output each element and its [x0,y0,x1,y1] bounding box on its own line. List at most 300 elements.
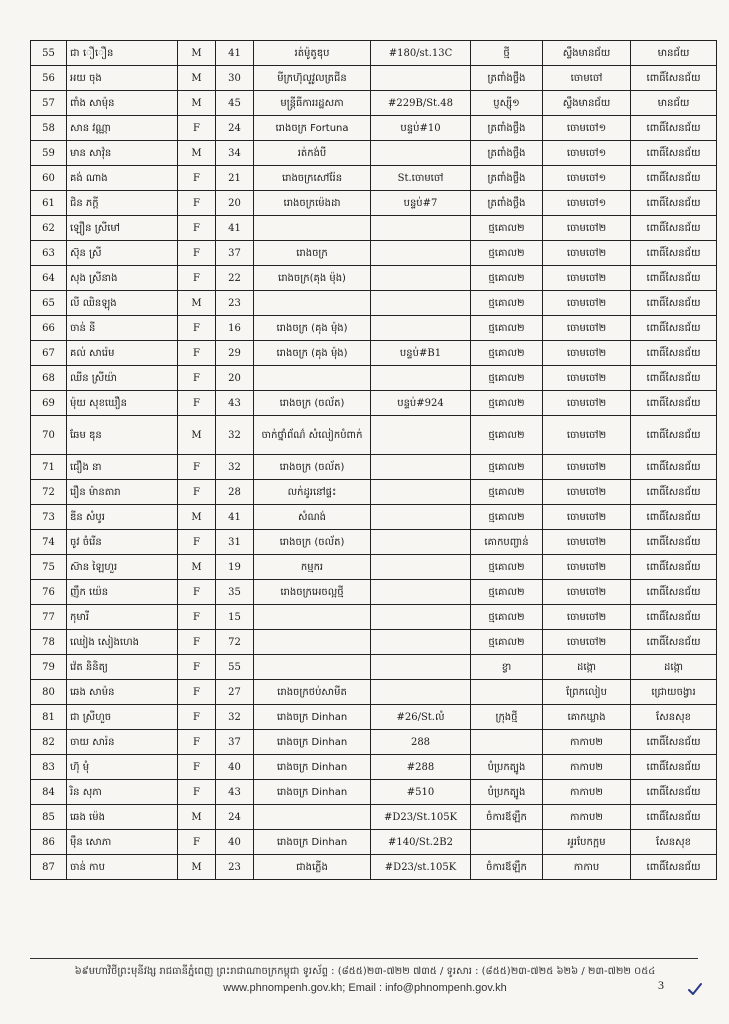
cell-district: ពោធិ៍សែនជ័យ [631,341,717,366]
cell-occupation: រោងចក្រ (ចល័ត) [254,391,371,416]
cell-age: 32 [216,416,254,455]
checkmark-icon [688,982,702,996]
cell-age: 20 [216,366,254,391]
cell-house-number [371,366,471,391]
cell-sex: M [178,555,216,580]
table-row [31,605,717,630]
cell-village: ថ្មគោល២ [471,416,543,455]
cell-row-number: 73 [31,505,67,530]
cell-district: ពោធិ៍សែនជ័យ [631,291,717,316]
cell-row-number: 81 [31,705,67,730]
cell-row-number: 78 [31,630,67,655]
cell-commune: ចោមចៅ [543,66,631,91]
cell-house-number [371,241,471,266]
cell-resident-name: ចូវ ចំរើន [67,530,178,555]
cell-resident-name: កុមារី [67,605,178,630]
cell-district: ពោធិ៍សែនជ័យ [631,316,717,341]
cell-district: ពោធិ៍សែនជ័យ [631,141,717,166]
cell-resident-name: ម៉ឹន សោភា [67,830,178,855]
cell-commune: ចោមចៅ១ [543,116,631,141]
cell-house-number [371,291,471,316]
cell-row-number: 56 [31,66,67,91]
cell-row-number: 55 [31,41,67,66]
cell-village: ថ្មគោល២ [471,455,543,480]
cell-resident-name: ជា ស្រីហួច [67,705,178,730]
cell-house-number: បន្ទប់#7 [371,191,471,216]
table-row [31,805,717,830]
cell-age: 28 [216,480,254,505]
cell-district: ពោធិ៍សែនជ័យ [631,266,717,291]
table-row [31,680,717,705]
cell-resident-name: ចាន់ កាប [67,855,178,880]
cell-row-number: 71 [31,455,67,480]
cell-resident-name: លី ឈិនឡុង [67,291,178,316]
cell-district: ពោធិ៍សែនជ័យ [631,66,717,91]
cell-resident-name: ឌីន សំបូរ [67,505,178,530]
cell-village [471,830,543,855]
cell-resident-name: មាន សាវ៉ុន [67,141,178,166]
cell-village: បំប្រកត្បូង [471,755,543,780]
cell-commune: ចោមចៅ២ [543,266,631,291]
cell-sex: M [178,41,216,66]
cell-row-number: 60 [31,166,67,191]
cell-village: ថ្មគោល២ [471,605,543,630]
cell-occupation: រោងចក្រ (គុង ម៉ុង) [254,341,371,366]
cell-commune: ចោមចៅ២ [543,391,631,416]
cell-village: ត្រពាំងថ្លឹង [471,191,543,216]
table-row [31,730,717,755]
cell-house-number: #180/st.13C [371,41,471,66]
cell-village: ខ្វា [471,655,543,680]
cell-row-number: 66 [31,316,67,341]
cell-age: 43 [216,391,254,416]
cell-commune: ចោមចៅ២ [543,366,631,391]
cell-sex: F [178,391,216,416]
cell-commune: ចោមចៅ២ [543,505,631,530]
cell-commune: កាកាប២ [543,730,631,755]
cell-commune: ដង្កោ [543,655,631,680]
cell-occupation: រោងចក្រ Dinhan [254,830,371,855]
cell-house-number: #288 [371,755,471,780]
cell-row-number: 69 [31,391,67,416]
cell-village: បំប្រកត្បូង [471,780,543,805]
cell-district: ពោធិ៍សែនជ័យ [631,166,717,191]
table-row [31,655,717,680]
cell-commune: ចោមចៅ២ [543,416,631,455]
cell-row-number: 67 [31,341,67,366]
cell-resident-name: ចាយ សារ៉ន [67,730,178,755]
cell-sex: M [178,141,216,166]
cell-district: ពោធិ៍សែនជ័យ [631,416,717,455]
table-row [31,705,717,730]
cell-row-number: 79 [31,655,67,680]
cell-occupation: រោងចក្រសៅរ៉ែន [254,166,371,191]
cell-occupation: រោងចក្រ (ចល័ត) [254,455,371,480]
cell-house-number [371,555,471,580]
cell-row-number: 75 [31,555,67,580]
table-row [31,41,717,66]
cell-village: ថ្មគោល២ [471,630,543,655]
cell-house-number: #D23/st.105K [371,855,471,880]
cell-row-number: 77 [31,605,67,630]
cell-house-number: បន្ទប់#B1 [371,341,471,366]
cell-occupation: រោងចក្រ [254,241,371,266]
table-row [31,266,717,291]
cell-district: ពោធិ៍សែនជ័យ [631,530,717,555]
cell-commune: ចោមចៅ១ [543,191,631,216]
cell-row-number: 62 [31,216,67,241]
cell-district: ពោធិ៍សែនជ័យ [631,730,717,755]
cell-resident-name: ឆេង ម៉េង [67,805,178,830]
cell-sex: F [178,830,216,855]
cell-resident-name: រឿន ម៉ានតារា [67,480,178,505]
cell-occupation [254,605,371,630]
cell-age: 37 [216,241,254,266]
cell-sex: M [178,505,216,530]
cell-sex: M [178,91,216,116]
cell-house-number: #26/St.លំ [371,705,471,730]
cell-house-number: St.ចោមចៅ [371,166,471,191]
cell-resident-name: ឈីន ស្រីយ៉ា [67,366,178,391]
cell-village: ថ្មគោល២ [471,505,543,530]
cell-district: ពោធិ៍សែនជ័យ [631,241,717,266]
cell-resident-name: ម៉ុយ សុខឃឿន [67,391,178,416]
cell-sex: F [178,191,216,216]
cell-row-number: 85 [31,805,67,830]
cell-house-number [371,580,471,605]
resident-roster-table [30,40,717,880]
cell-row-number: 80 [31,680,67,705]
table-row [31,316,717,341]
table-row [31,416,717,455]
cell-village: ថ្មគោល២ [471,480,543,505]
cell-house-number [371,655,471,680]
table-row [31,366,717,391]
cell-village: ថ្មគោល២ [471,391,543,416]
cell-occupation: រោងចក្រ Dinhan [254,755,371,780]
cell-resident-name: ឡឿន ស្រីមៅ [67,216,178,241]
cell-occupation [254,366,371,391]
cell-village: គោកបញ្ចាន់ [471,530,543,555]
cell-row-number: 83 [31,755,67,780]
cell-village: ថ្មគោល២ [471,366,543,391]
cell-district: ពោធិ៍សែនជ័យ [631,580,717,605]
page-number: 3 [658,978,664,992]
cell-age: 41 [216,216,254,241]
table-row [31,341,717,366]
cell-commune: ចោមចៅ១ [543,166,631,191]
cell-district: ពោធិ៍សែនជ័យ [631,780,717,805]
cell-house-number [371,680,471,705]
cell-occupation: រោងចក្រអេចល្អថ្មី [254,580,371,605]
cell-district: ពោធិ៍សែនជ័យ [631,630,717,655]
cell-commune: កាកាប២ [543,780,631,805]
cell-commune: ចោមចៅ២ [543,580,631,605]
footer-address: ៦៩មហាវិថីព្រះមុនីវង្ស រាជធានីភ្នំពេញ ព្រះរាជាណាចក្រកម្ពុជា ទូរស័ព្ទ : (៨៥៥)២៣-៧២២ ៧៣៥ / ទូរសារ : (៨៥៥)២៣-៧២៥ ៦២៦ / ២៣-៧២២ ០៥៤ [74,966,656,977]
cell-resident-name: គង់ ណាង [67,166,178,191]
cell-occupation [254,805,371,830]
cell-row-number: 82 [31,730,67,755]
cell-sex: F [178,755,216,780]
cell-commune: ចោមចៅ២ [543,480,631,505]
cell-commune: ចោមចៅ២ [543,316,631,341]
cell-resident-name: ឆែម ឌុន [67,416,178,455]
cell-sex: F [178,530,216,555]
cell-district: មានជ័យ [631,41,717,66]
cell-age: 35 [216,580,254,605]
cell-house-number: បន្ទប់#924 [371,391,471,416]
cell-house-number [371,66,471,91]
cell-district: ពោធិ៍សែនជ័យ [631,455,717,480]
cell-commune: ព្រែកលៀប [543,680,631,705]
cell-district: មានជ័យ [631,91,717,116]
cell-village [471,680,543,705]
cell-age: 24 [216,116,254,141]
cell-resident-name: ឈៀង សៀងហេង [67,630,178,655]
table-row [31,630,717,655]
cell-age: 24 [216,805,254,830]
cell-sex: F [178,580,216,605]
cell-village: ចំការឪឡឹក [471,855,543,880]
cell-commune: គោកឃ្លាង [543,705,631,730]
cell-village: ថ្មី [471,41,543,66]
cell-sex: F [178,341,216,366]
cell-occupation: ចាក់ថ្នាំព័ណ៌ សំលៀកបំពាក់ [254,416,371,455]
cell-age: 20 [216,191,254,216]
cell-age: 23 [216,855,254,880]
cell-resident-name: ជា ឿឿន [67,41,178,66]
cell-sex: F [178,316,216,341]
cell-occupation: រោងចក្រម៉េងដា [254,191,371,216]
cell-sex: F [178,705,216,730]
cell-village: ត្រពាំងថ្លឹង [471,66,543,91]
cell-commune: ចោមចៅ១ [543,141,631,166]
cell-district: ពោធិ៍សែនជ័យ [631,605,717,630]
table-row [31,580,717,605]
cell-age: 30 [216,66,254,91]
cell-row-number: 61 [31,191,67,216]
cell-village: ក្រុងថ្មី [471,705,543,730]
table-row [31,116,717,141]
cell-district: សែនសុខ [631,705,717,730]
cell-sex: F [178,116,216,141]
cell-house-number: 288 [371,730,471,755]
table-row [31,66,717,91]
cell-resident-name: ឆេង សាម៉ន [67,680,178,705]
cell-sex: M [178,805,216,830]
cell-resident-name: អយ ចុង [67,66,178,91]
cell-sex: F [178,216,216,241]
cell-occupation: រោងចក្រ Dinhan [254,780,371,805]
cell-age: 15 [216,605,254,630]
cell-age: 27 [216,680,254,705]
cell-house-number: បន្ទប់#10 [371,116,471,141]
cell-row-number: 74 [31,530,67,555]
cell-village: ថ្មគោល២ [471,341,543,366]
cell-village: ថ្មគោល២ [471,580,543,605]
cell-age: 22 [216,266,254,291]
cell-age: 19 [216,555,254,580]
cell-village: ថ្មគោល២ [471,555,543,580]
cell-commune: ចោមចៅ២ [543,630,631,655]
cell-sex: M [178,66,216,91]
table-row [31,141,717,166]
cell-commune: កាកាប [543,855,631,880]
table-row [31,755,717,780]
cell-row-number: 65 [31,291,67,316]
cell-age: 45 [216,91,254,116]
cell-resident-name: វ៉េត និនិត្យ [67,655,178,680]
cell-house-number [371,455,471,480]
cell-row-number: 87 [31,855,67,880]
table-row [31,291,717,316]
cell-occupation: រោងចក្រ(គុង ម៉ុង) [254,266,371,291]
cell-district: ពោធិ៍សែនជ័យ [631,555,717,580]
cell-commune: ចោមចៅ២ [543,605,631,630]
cell-sex: F [178,605,216,630]
cell-resident-name: រិន សុភា [67,780,178,805]
cell-occupation: មន្ត្រីធីការរដ្ឋសភា [254,91,371,116]
table-row [31,455,717,480]
cell-occupation: សំណង់ [254,505,371,530]
cell-age: 34 [216,141,254,166]
footer-web-email: www.phnompenh.gov.kh; Email : info@phnompenh.gov.kh [223,982,507,994]
cell-resident-name: គល់ សារ៉េម [67,341,178,366]
cell-row-number: 57 [31,91,67,116]
cell-occupation: រោងចក្រ Fortuna [254,116,371,141]
cell-commune: ចោមចៅ២ [543,216,631,241]
cell-sex: F [178,266,216,291]
cell-village: ថ្មគោល២ [471,216,543,241]
cell-age: 41 [216,505,254,530]
cell-district: សែនសុខ [631,830,717,855]
cell-commune: ចោមចៅ២ [543,241,631,266]
cell-house-number [371,630,471,655]
cell-commune: អូរបែកក្អម [543,830,631,855]
cell-resident-name: សាន វណ្ណា [67,116,178,141]
cell-commune: ចោមចៅ២ [543,530,631,555]
cell-sex: F [178,780,216,805]
cell-sex: F [178,366,216,391]
cell-village: ត្រពាំងថ្លឹង [471,116,543,141]
table-row [31,780,717,805]
cell-village: ប្ញស្ស៊ី១ [471,91,543,116]
cell-commune: ស្ទឹងមានជ័យ [543,41,631,66]
cell-village [471,730,543,755]
cell-occupation: រោងចក្រ Dinhan [254,705,371,730]
cell-occupation: ជាងភ្លើង [254,855,371,880]
cell-sex: F [178,680,216,705]
cell-age: 29 [216,341,254,366]
roster-body [31,41,717,880]
cell-commune: កាកាប២ [543,755,631,780]
cell-row-number: 84 [31,780,67,805]
cell-house-number [371,416,471,455]
cell-commune: ចោមចៅ២ [543,341,631,366]
cell-village: ថ្មគោល២ [471,316,543,341]
cell-row-number: 76 [31,580,67,605]
cell-row-number: 59 [31,141,67,166]
cell-district: ពោធិ៍សែនជ័យ [631,391,717,416]
cell-sex: F [178,480,216,505]
cell-village: ថ្មគោល២ [471,291,543,316]
cell-age: 37 [216,730,254,755]
cell-sex: M [178,855,216,880]
cell-age: 40 [216,755,254,780]
cell-age: 32 [216,705,254,730]
cell-age: 16 [216,316,254,341]
cell-house-number [371,530,471,555]
cell-district: ពោធិ៍សែនជ័យ [631,805,717,830]
footer-divider [30,958,698,959]
cell-occupation: កម្មករ [254,555,371,580]
cell-occupation: រោងចក្រ (គុង ម៉ុង) [254,316,371,341]
table-row [31,855,717,880]
cell-district: ជ្រោយចង្វារ [631,680,717,705]
cell-row-number: 70 [31,416,67,455]
cell-age: 32 [216,455,254,480]
cell-commune: ចោមចៅ២ [543,291,631,316]
table-row [31,216,717,241]
cell-sex: F [178,730,216,755]
cell-sex: F [178,655,216,680]
cell-row-number: 63 [31,241,67,266]
cell-resident-name: ចាន់ នី [67,316,178,341]
cell-occupation: រោងចក្រថប់សាមីត [254,680,371,705]
cell-sex: F [178,166,216,191]
cell-age: 23 [216,291,254,316]
cell-house-number: #229B/St.48 [371,91,471,116]
table-row [31,191,717,216]
cell-occupation [254,630,371,655]
cell-village: ថ្មគោល២ [471,241,543,266]
cell-resident-name: ជឿង នា [67,455,178,480]
cell-village: ចំការឪឡឹក [471,805,543,830]
cell-commune: ចោមចៅ២ [543,555,631,580]
cell-district: ពោធិ៍សែនជ័យ [631,191,717,216]
cell-occupation [254,655,371,680]
cell-house-number [371,316,471,341]
cell-house-number: #140/St.2B2 [371,830,471,855]
cell-row-number: 86 [31,830,67,855]
cell-occupation: លក់ដូរនៅផ្ទះ [254,480,371,505]
cell-age: 72 [216,630,254,655]
cell-district: ពោធិ៍សែនជ័យ [631,480,717,505]
cell-district: ពោធិ៍សែនជ័យ [631,216,717,241]
cell-village: ត្រពាំងថ្លឹង [471,141,543,166]
table-row [31,555,717,580]
cell-age: 55 [216,655,254,680]
cell-house-number [371,141,471,166]
cell-resident-name: សុង ស្រីនាង [67,266,178,291]
cell-resident-name: ជិន ភក្តី [67,191,178,216]
table-row [31,166,717,191]
table-row [31,530,717,555]
cell-house-number [371,605,471,630]
cell-village: ថ្មគោល២ [471,266,543,291]
cell-occupation: មីក្រហ៊ុលូវូលត្រជីន [254,66,371,91]
cell-row-number: 68 [31,366,67,391]
cell-occupation: រត់ម៉ូតូឌុប [254,41,371,66]
cell-house-number [371,216,471,241]
cell-resident-name: ពាំង សាម៉ុន [67,91,178,116]
cell-house-number [371,480,471,505]
cell-house-number: #510 [371,780,471,805]
cell-district: ពោធិ៍សែនជ័យ [631,366,717,391]
cell-sex: F [178,630,216,655]
cell-district: ពោធិ៍សែនជ័យ [631,755,717,780]
table-row [31,830,717,855]
